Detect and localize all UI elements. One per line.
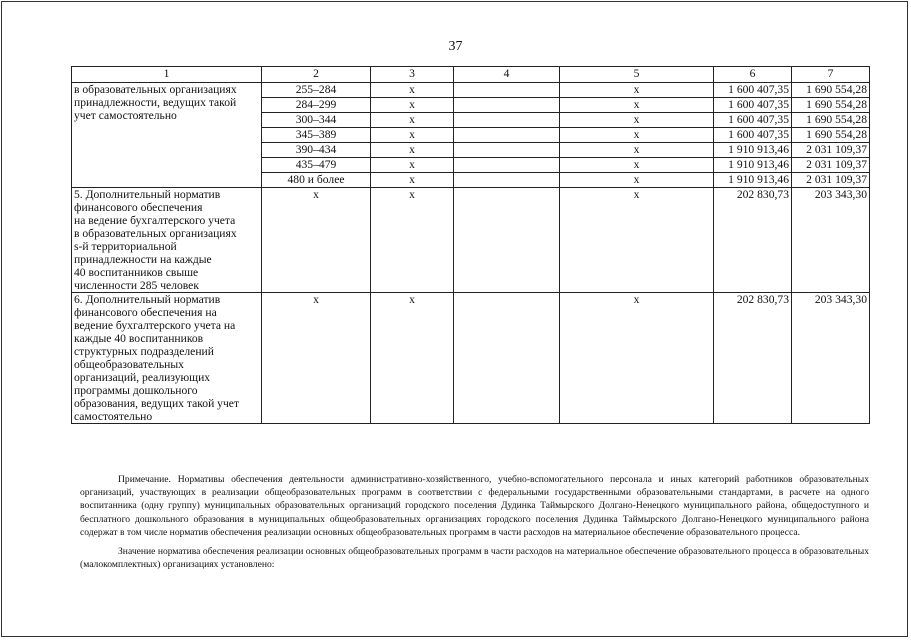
cell-col4 [454,128,560,143]
cell-col6: 1 910 913,46 [714,158,792,173]
cell-col5: х [560,113,714,128]
note-text: Примечание. Нормативы обеспечения деятельности административно-хозяйственного, учебно-вспомогательного персонала и иных категорий работников образовательных организаций, участвующих в реализации общеобразовательных программ в соответствии с федеральными государственными образовательными стандартами, в расчете на одного воспитанника (одну группу) муниципальных образовательных организаций городского поселения Дудинка Таймырского Долгано-Ненецкого муниципального района, общедоступного и бесплатного дошкольного образования в муниципальных общеобразовательных организациях городского поселения Дудинка Таймырского Долгано-Ненецкого муниципального района содержат в том числе норматив обеспечения реализации основных общеобразовательных программ в части расходов на материальное обеспечение образовательного процесса. [80,474,869,538]
cell-col4 [454,113,560,128]
cell-col3: х [371,143,454,158]
description-line: в образовательных организациях [74,227,237,240]
note-paragraph-1 [80,473,869,539]
note-text: Значение норматива обеспечения реализации основных общеобразовательных программ в части расходов на материальное обеспечение образовательного процесса в образовательных (малокомплектных) организациях установлено: [80,546,869,571]
row-description [72,293,262,424]
header-cell: 4 [454,67,560,83]
description-line: организаций, реализующих [74,371,211,384]
description-line: учет самостоятельно [74,109,177,122]
header-cell: 2 [262,67,371,83]
description-line: общеобразовательных [74,358,184,371]
norms-table [71,66,870,424]
description-line: образования, ведущих такой учет [74,397,240,410]
cell-col5: х [560,128,714,143]
page-number: 37 [448,39,463,54]
description-line: 40 воспитанников свыше [74,266,199,279]
description-line: программы дошкольного [74,384,198,397]
cell-col2: х [262,188,371,293]
cell-col3: х [371,188,454,293]
cell-col4 [454,293,560,424]
cell-col6: 1 910 913,46 [714,173,792,188]
count-range-cell: 300–344 [262,113,371,128]
description-line: каждые 40 воспитанников [74,332,204,345]
description-line: 5. Дополнительный норматив [74,188,221,201]
description-line: в образовательных организациях [74,83,237,96]
header-cell: 3 [371,67,454,83]
table-row-row5 [72,188,870,293]
cell-col3: х [371,128,454,143]
description-line: на ведение бухгалтерского учета [74,214,236,227]
cell-col4 [454,83,560,98]
cell-col4 [454,173,560,188]
row-description [72,188,262,293]
cell-col3: х [371,113,454,128]
cell-col3: х [371,83,454,98]
count-range-cell: 345–389 [262,128,371,143]
cell-col5: х [560,188,714,293]
cell-col5: х [560,143,714,158]
header-cell: 1 [72,67,262,83]
table-header-row [72,67,870,83]
description-line: финансового обеспечения на [74,306,217,319]
cell-col5: х [560,158,714,173]
description-line: s-й территориальной [74,240,177,253]
description-line: самостоятельно [74,410,153,423]
cell-col7: 203 343,30 [792,293,870,424]
cell-col6: 202 830,73 [714,293,792,424]
cell-col6: 1 600 407,35 [714,83,792,98]
cell-col6: 1 600 407,35 [714,98,792,113]
cell-col5: х [560,83,714,98]
cell-col4 [454,188,560,293]
count-range-cell: 255–284 [262,83,371,98]
cell-col6: 1 600 407,35 [714,113,792,128]
cell-col7: 1 690 554,28 [792,113,870,128]
cell-col3: х [371,158,454,173]
table-row-row6 [72,293,870,424]
cell-col5: х [560,293,714,424]
header-cell: 7 [792,67,870,83]
cell-col2: х [262,293,371,424]
count-range-cell: 390–434 [262,143,371,158]
cell-col3: х [371,173,454,188]
description-line: структурных подразделений [74,345,214,358]
cell-col4 [454,143,560,158]
row-description [72,83,262,188]
cell-col4 [454,98,560,113]
description-line: финансового обеспечения [74,201,203,214]
description-line: ведение бухгалтерского учета на [74,319,236,332]
cell-col5: х [560,173,714,188]
table-row [72,83,870,98]
description-line: принадлежности, ведущих такой [74,96,237,109]
cell-col7: 2 031 109,37 [792,143,870,158]
cell-col7: 203 343,30 [792,188,870,293]
cell-col7: 1 690 554,28 [792,83,870,98]
header-cell: 5 [560,67,714,83]
cell-col7: 2 031 109,37 [792,158,870,173]
cell-col6: 1 600 407,35 [714,128,792,143]
cell-col7: 1 690 554,28 [792,128,870,143]
count-range-cell: 480 и более [262,173,371,188]
description-line: 6. Дополнительный норматив [74,293,221,306]
cell-col3: х [371,98,454,113]
header-cell: 6 [714,67,792,83]
cell-col6: 202 830,73 [714,188,792,293]
count-range-cell: 435–479 [262,158,371,173]
cell-col7: 1 690 554,28 [792,98,870,113]
count-range-cell: 284–299 [262,98,371,113]
cell-col7: 2 031 109,37 [792,173,870,188]
cell-col4 [454,158,560,173]
description-line: численности 285 человек [74,279,199,292]
note-paragraph-2 [80,545,869,571]
cell-col3: х [371,293,454,424]
description-line: принадлежности на каждые [74,253,212,266]
cell-col6: 1 910 913,46 [714,143,792,158]
cell-col5: х [560,98,714,113]
